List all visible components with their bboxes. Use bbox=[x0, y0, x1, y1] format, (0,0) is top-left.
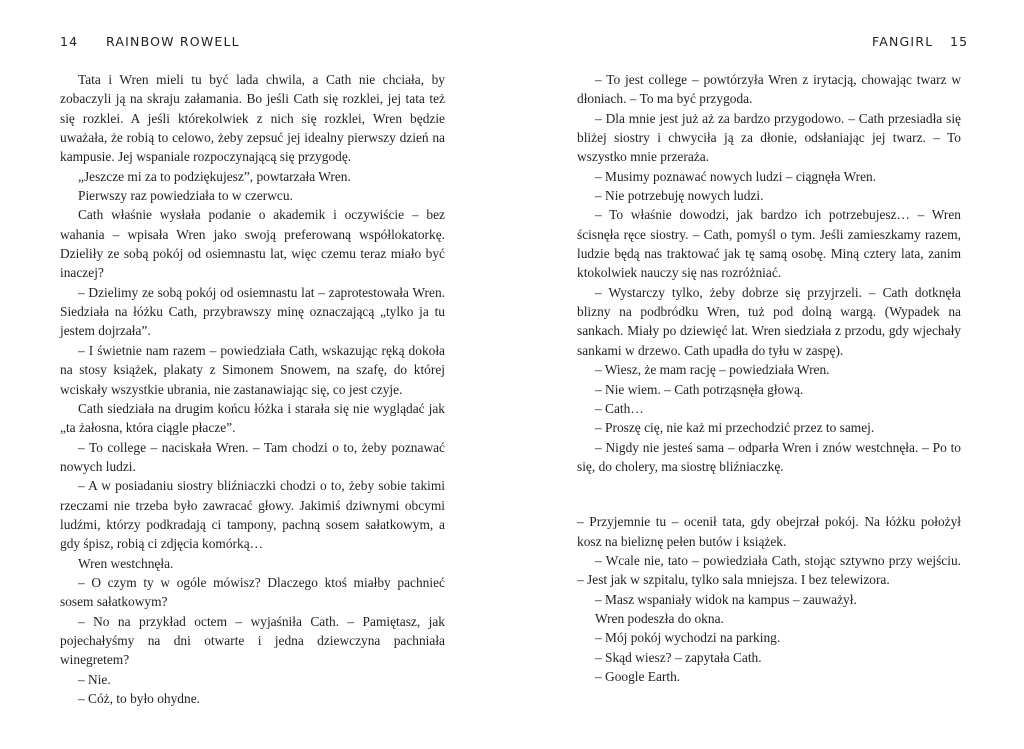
left-body-text bbox=[60, 70, 445, 708]
paragraph: – To jest college – powtórzyła Wren z irytacją, chowając twarz w dłoniach. – To ma być przygoda. bbox=[577, 72, 961, 107]
paragraph: – To college – naciskała Wren. – Tam chodzi o to, żeby poznawać nowych ludzi. bbox=[60, 439, 445, 474]
right-page-number: 15 bbox=[950, 34, 969, 49]
paragraph: – Nie potrzebuję nowych ludzi. bbox=[595, 188, 764, 204]
paragraph: – A w posiadaniu siostry bliźniaczki chodzi o to, żeby sobie takimi rzeczami nie trzeba było zawracać głowy. Jakimiś dziwnymi obcymi ludźmi, którzy podkradają ci tampony, pachną sosem sałatkowym, a gdy śpisz, robią ci zdjęcia komórką… bbox=[60, 478, 445, 552]
paragraph: Wren westchnęła. bbox=[78, 555, 174, 571]
paragraph: – Cath… bbox=[595, 400, 644, 416]
paragraph: – Musimy poznawać nowych ludzi – ciągnęła Wren. bbox=[595, 168, 877, 184]
paragraph: – Google Earth. bbox=[595, 668, 681, 684]
paragraph: – Skąd wiesz? – zapytała Cath. bbox=[595, 649, 762, 665]
paragraph: – No na przykład octem – wyjaśniła Cath. – Pamiętasz, jak pojechałyśmy na dni otwarte i jedna dziewczyna pachniała winegretem? bbox=[60, 613, 445, 668]
paragraph: Tata i Wren mieli tu być lada chwila, a Cath nie chciała, by zobaczyli ją na skraju załamania. Bo jeśli Cath się rozklei, jej tata też się rozklei. A jeśli którekolwiek z nich się rozklei, Wren będzie uważała, że robią to celowo, żeby zepsuć jej idealny pierwszy dzień na kampusie. Jej wspaniale rozpoczynającą się przygodę. bbox=[60, 72, 445, 165]
paragraph: – Masz wspaniały widok na kampus – zauważył. bbox=[595, 591, 857, 607]
paragraph: – To właśnie dowodzi, jak bardzo ich potrzebujesz… – Wren ścisnęła ręce siostry. – Cath, pomyśl o tym. Jeśli zamieszkamy razem, ludzie będą nas traktować jak tę samą osobę. Miną cztery lata, zanim ktokolwiek nauczy się nas rozróżniać. bbox=[577, 207, 961, 281]
paragraph: – Przyjemnie tu – ocenił tata, gdy obejrzał pokój. Na łóżku położył kosz na bieliznę pełen butów i książek. bbox=[577, 514, 961, 549]
paragraph: Cath właśnie wysłała podanie o akademik i oczywiście – bez wahania – wpisała Wren jako swoją preferowaną współlokatorkę. Dzieliły ze sobą pokój od osiemnastu lat, więc czemu teraz miało być inaczej? bbox=[60, 207, 445, 281]
paragraph: – Cóż, to było ohydne. bbox=[78, 691, 200, 706]
paragraph: – Nigdy nie jesteś sama – odparła Wren i znów westchnęła. – Po to się, do cholery, ma siostrę bliźniaczkę. bbox=[577, 439, 961, 474]
left-running-head: RAINBOW ROWELL bbox=[106, 34, 240, 49]
paragraph: Pierwszy raz powiedziała to w czerwcu. bbox=[78, 188, 293, 204]
paragraph: – Nie wiem. – Cath potrząsnęła głową. bbox=[595, 381, 804, 397]
paragraph: – Wiesz, że mam rację – powiedziała Wren. bbox=[595, 362, 830, 378]
paragraph: Cath siedziała na drugim końcu łóżka i starała się nie wyglądać jak „ta żałosna, która ciągle płacze”. bbox=[60, 400, 445, 436]
paragraph: – Nie. bbox=[78, 671, 111, 687]
paragraph: – Mój pokój wychodzi na parking. bbox=[595, 630, 781, 646]
paragraph: – Dzielimy ze sobą pokój od osiemnastu lat – zaprotestowała Wren. Siedziała na łóżku Cath, przybrawszy minę oznaczającą „tylko ja tu jestem dojrzała”. bbox=[60, 284, 445, 339]
paragraph: – O czym ty w ogóle mówisz? Dlaczego ktoś miałby pachnieć sosem sałatkowym? bbox=[60, 574, 445, 610]
paragraph: – Wcale nie, tato – powiedziała Cath, stojąc sztywno przy wejściu. – Jest jak w szpitalu, tylko sala mniejsza. I bez telewizora. bbox=[577, 552, 961, 588]
paragraph: – Dla mnie jest już aż za bardzo przygodowo. – Cath przesiadła się bliżej siostry i chwyciła ją za dłonie, odsłaniając jej twarz. – To wszystko mnie przeraża. bbox=[577, 110, 961, 165]
section-break bbox=[577, 476, 961, 512]
right-page bbox=[512, 0, 1024, 749]
paragraph: – Wystarczy tylko, żeby dobrze się przyjrzeli. – Cath dotknęła blizny na podbródku Wren, tuż pod dolną wargą. (Wypadek na sankach. Miały po dziewięć lat. Wren siedziała z przodu, gdy wjechały sankami w drzewo. Cath upadła do tyłu w zaspę). bbox=[577, 284, 961, 358]
paragraph: „Jeszcze mi za to podziękujesz”, powtarzała Wren. bbox=[78, 168, 351, 184]
paragraph: – Proszę cię, nie każ mi przechodzić przez to samej. bbox=[595, 420, 875, 436]
right-body-text bbox=[577, 70, 961, 686]
paragraph: Wren podeszła do okna. bbox=[595, 610, 724, 626]
paragraph: – I świetnie nam razem – powiedziała Cath, wskazując ręką dokoła na stosy książek, plakaty z Simonem Snowem, na szafę, do której wciskały wszystkie ubrania, nie zastanawiając się, co jest czyje. bbox=[60, 342, 445, 397]
left-page-number: 14 bbox=[60, 34, 79, 49]
right-running-head: FANGIRL bbox=[872, 34, 934, 49]
